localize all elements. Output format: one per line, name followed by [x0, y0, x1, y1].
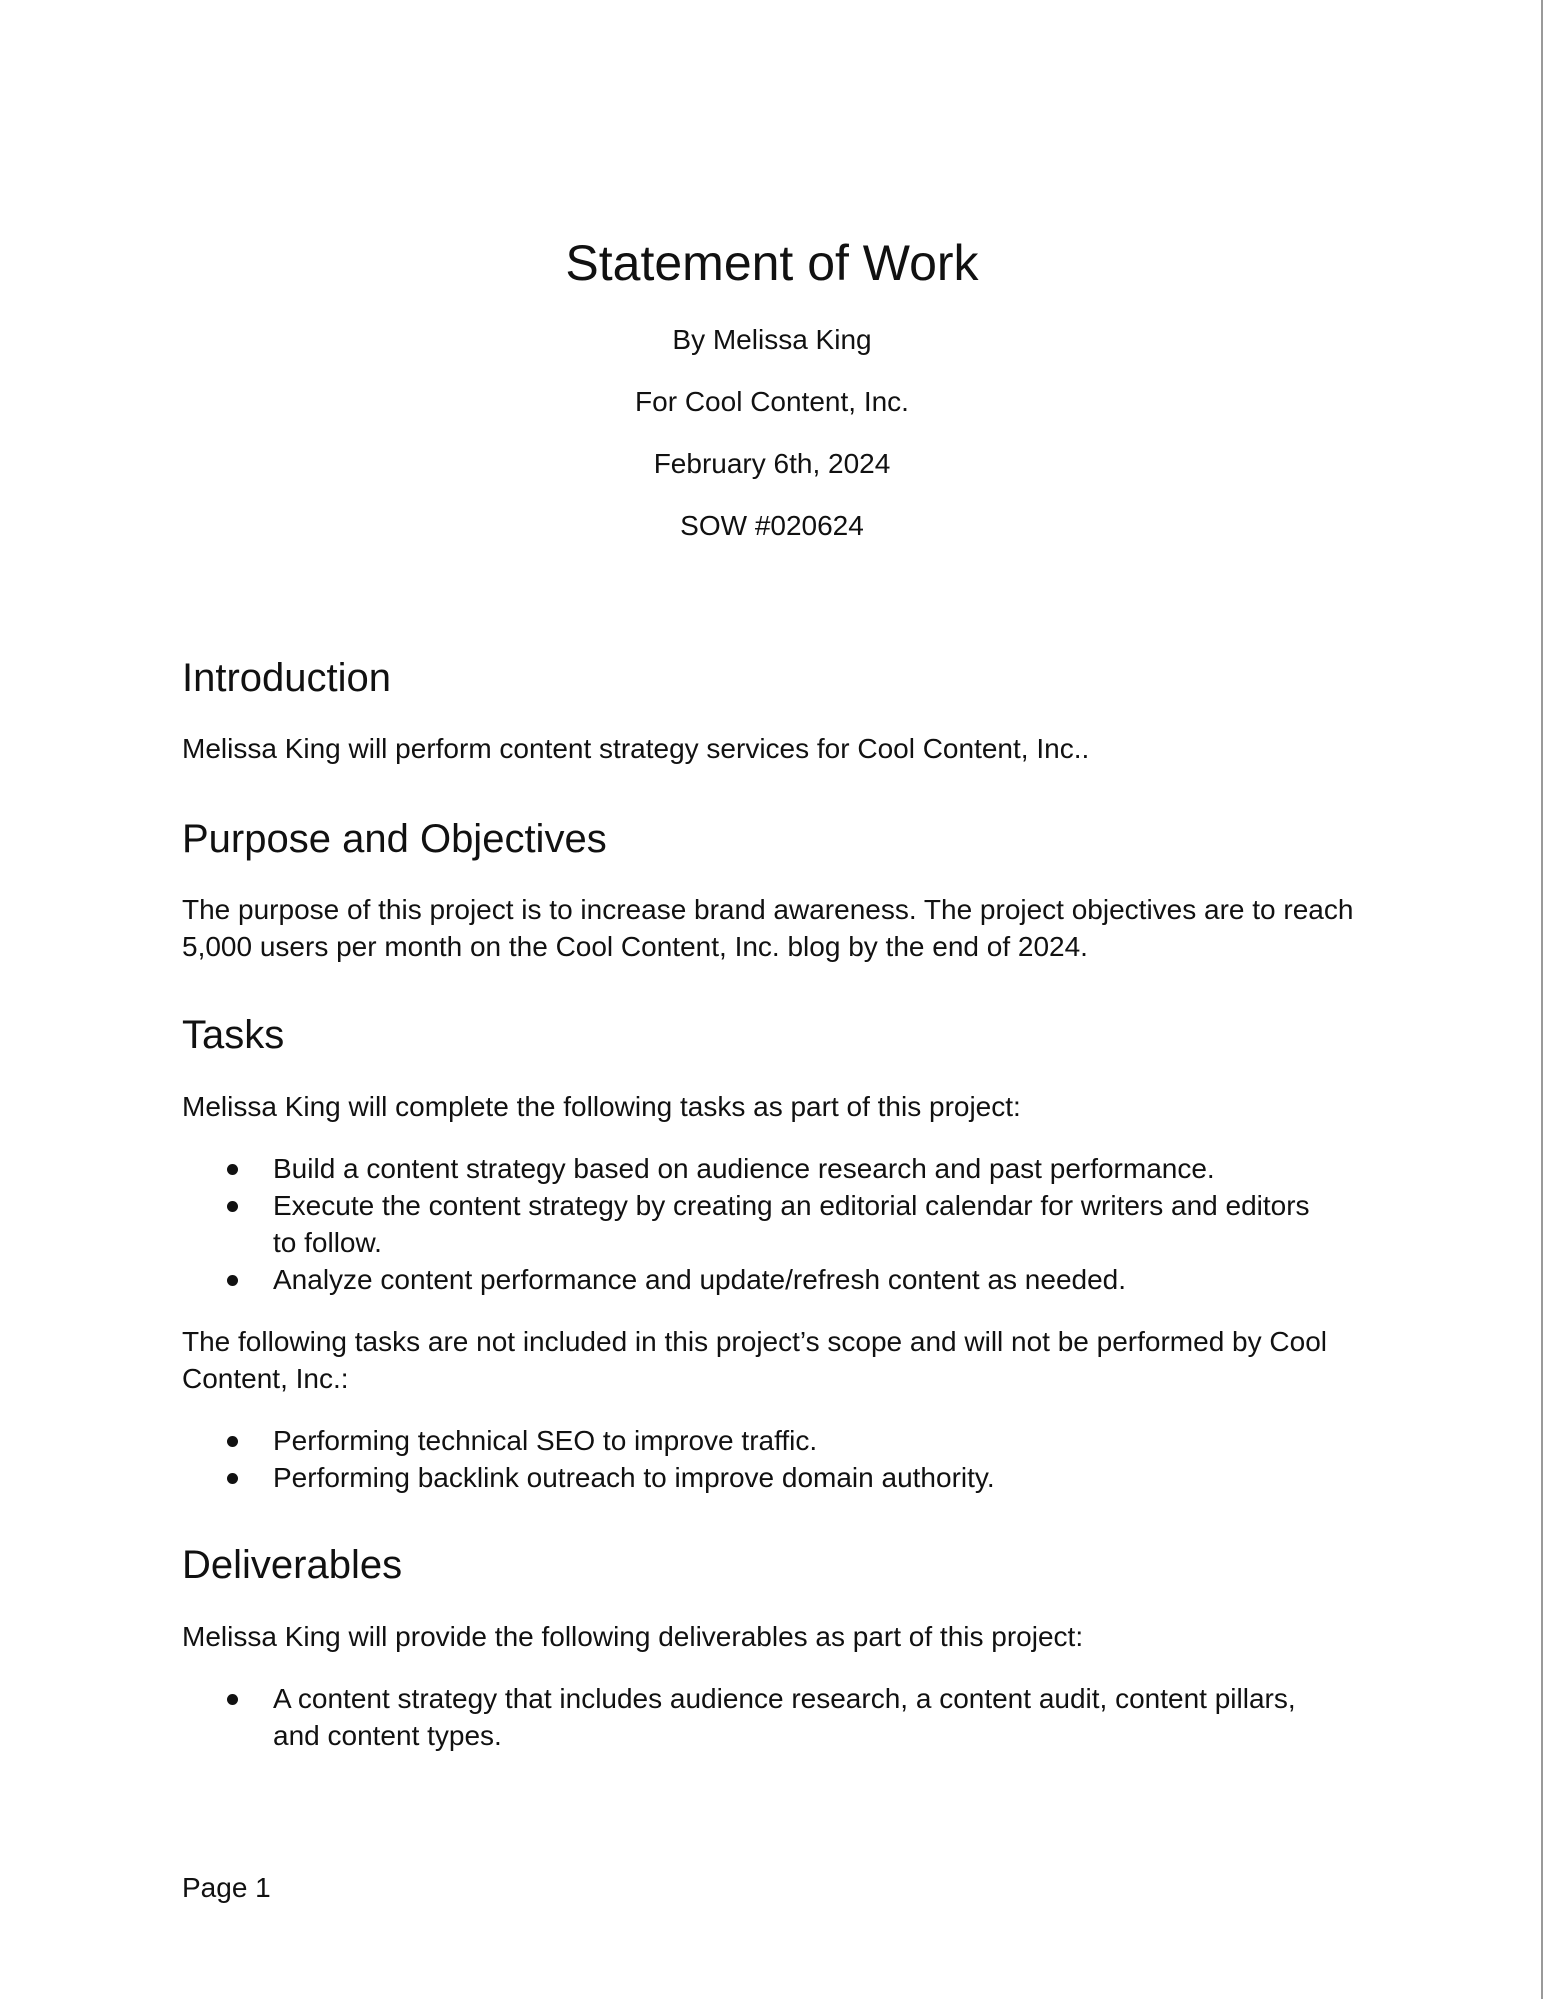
tasks-intro: Melissa King will complete the following tasks as part of this project:: [182, 1091, 1021, 1122]
page-edge-divider: [1541, 0, 1543, 1999]
list-item-text: Performing backlink outreach to improve domain authority.: [273, 1462, 995, 1493]
list-item-text: A content strategy that includes audience research, a content audit, content pillars, and content types.: [273, 1683, 1296, 1751]
deliverables-intro: Melissa King will provide the following deliverables as part of this project:: [182, 1621, 1084, 1652]
page-number: Page 1: [182, 1872, 271, 1903]
deliverables-list: [182, 1680, 1362, 1754]
introduction-body: Melissa King will perform content strategy services for Cool Content, Inc..: [182, 733, 1090, 764]
document-title: Statement of Work: [565, 235, 979, 291]
tasks-excluded-intro: The following tasks are not included in this project’s scope and will not be performed by Cool Content, Inc.:: [182, 1326, 1327, 1394]
list-item: [182, 1261, 1333, 1298]
list-item: [182, 1187, 1333, 1261]
list-item: [182, 1459, 1333, 1496]
bullet-icon: [227, 1201, 238, 1212]
tasks-included-list: [182, 1150, 1362, 1298]
deliverables-heading: Deliverables: [182, 1543, 403, 1587]
introduction-heading: Introduction: [182, 656, 392, 700]
list-item-text: Analyze content performance and update/refresh content as needed.: [273, 1264, 1127, 1295]
list-item-text: Build a content strategy based on audience research and past performance.: [273, 1153, 1215, 1184]
list-item: [182, 1422, 1333, 1459]
purpose-body: The purpose of this project is to increase brand awareness. The project objectives are to reach 5,000 users per month on the Cool Content, Inc. blog by the end of 2024.: [182, 894, 1354, 962]
list-item-text: Performing technical SEO to improve traffic.: [273, 1425, 818, 1456]
sow-number: SOW #020624: [680, 510, 864, 541]
client-line: For Cool Content, Inc.: [635, 386, 909, 417]
bullet-icon: [227, 1436, 238, 1447]
tasks-heading: Tasks: [182, 1013, 285, 1057]
date-line: February 6th, 2024: [653, 448, 891, 479]
bullet-icon: [227, 1473, 238, 1484]
list-item: [182, 1680, 1333, 1754]
tasks-excluded-list: [182, 1422, 1362, 1496]
list-item: [182, 1150, 1333, 1187]
bullet-icon: [227, 1694, 238, 1705]
bullet-icon: [227, 1164, 238, 1175]
bullet-icon: [227, 1275, 238, 1286]
purpose-heading: Purpose and Objectives: [182, 817, 607, 861]
list-item-text: Execute the content strategy by creating an editorial calendar for writers and editors to follow.: [273, 1190, 1310, 1258]
author-line: By Melissa King: [672, 324, 872, 355]
